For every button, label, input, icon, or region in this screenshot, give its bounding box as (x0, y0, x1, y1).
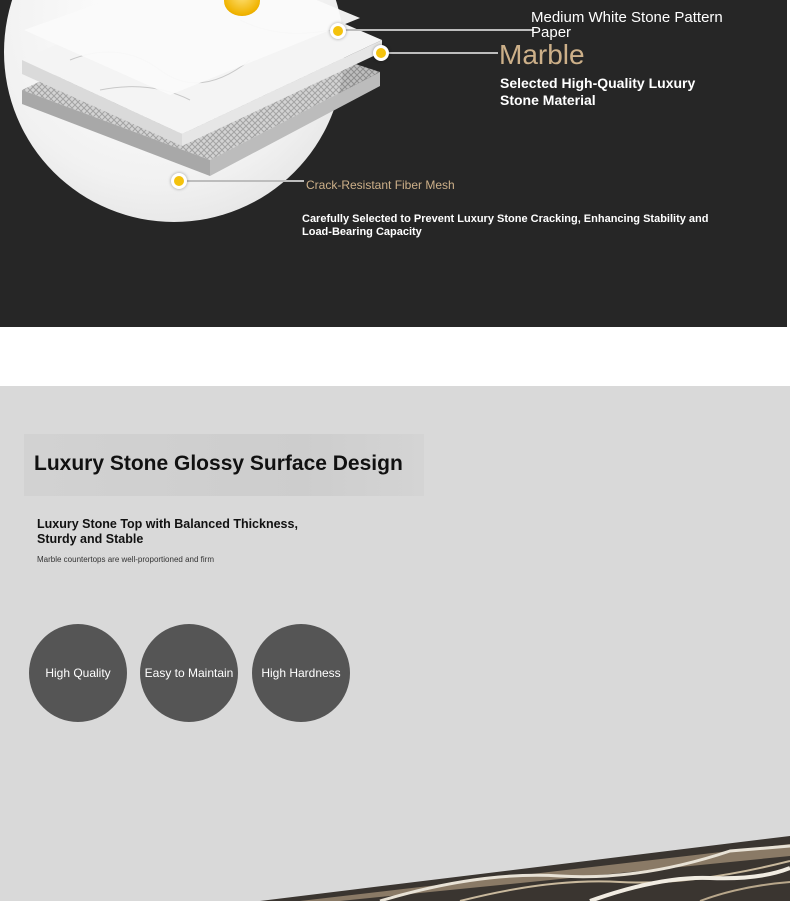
slab-layers-illustration (0, 0, 460, 240)
callout-line-paper (344, 29, 534, 31)
feature-badge-high-hardness (252, 624, 350, 722)
callout-dot-marble (373, 45, 389, 61)
callout-line-marble (388, 52, 498, 54)
callout-dot-paper (330, 23, 346, 39)
layer-diagram-panel (0, 0, 787, 327)
section-title: Luxury Stone Glossy Surface Design (34, 452, 403, 475)
feature-badge-high-quality (29, 624, 127, 722)
marble-description: Selected High-Quality Luxury Stone Material (500, 75, 696, 108)
marble-heading: Marble (499, 39, 585, 70)
section-subtitle: Luxury Stone Top with Balanced Thickness, Sturdy and Stable (37, 517, 298, 546)
mesh-layer-label: Crack-Resistant Fiber Mesh (306, 178, 455, 192)
paper-layer-label: Medium White Stone Pattern Paper (531, 9, 723, 41)
callout-dot-mesh (171, 173, 187, 189)
surface-design-section (0, 386, 790, 901)
callout-line-mesh (186, 180, 304, 182)
feature-label: High Quality (45, 666, 111, 680)
marble-slab-image (260, 816, 790, 901)
feature-label: High Hardness (261, 666, 341, 680)
section-note: Marble countertops are well-proportioned and firm (37, 555, 214, 564)
mesh-description: Carefully Selected to Prevent Luxury Stone Cracking, Enhancing Stability and Load-Bearing Capacity (302, 213, 709, 238)
feature-badge-easy-maintain (140, 624, 238, 722)
feature-label: Easy to Maintain (144, 666, 234, 680)
